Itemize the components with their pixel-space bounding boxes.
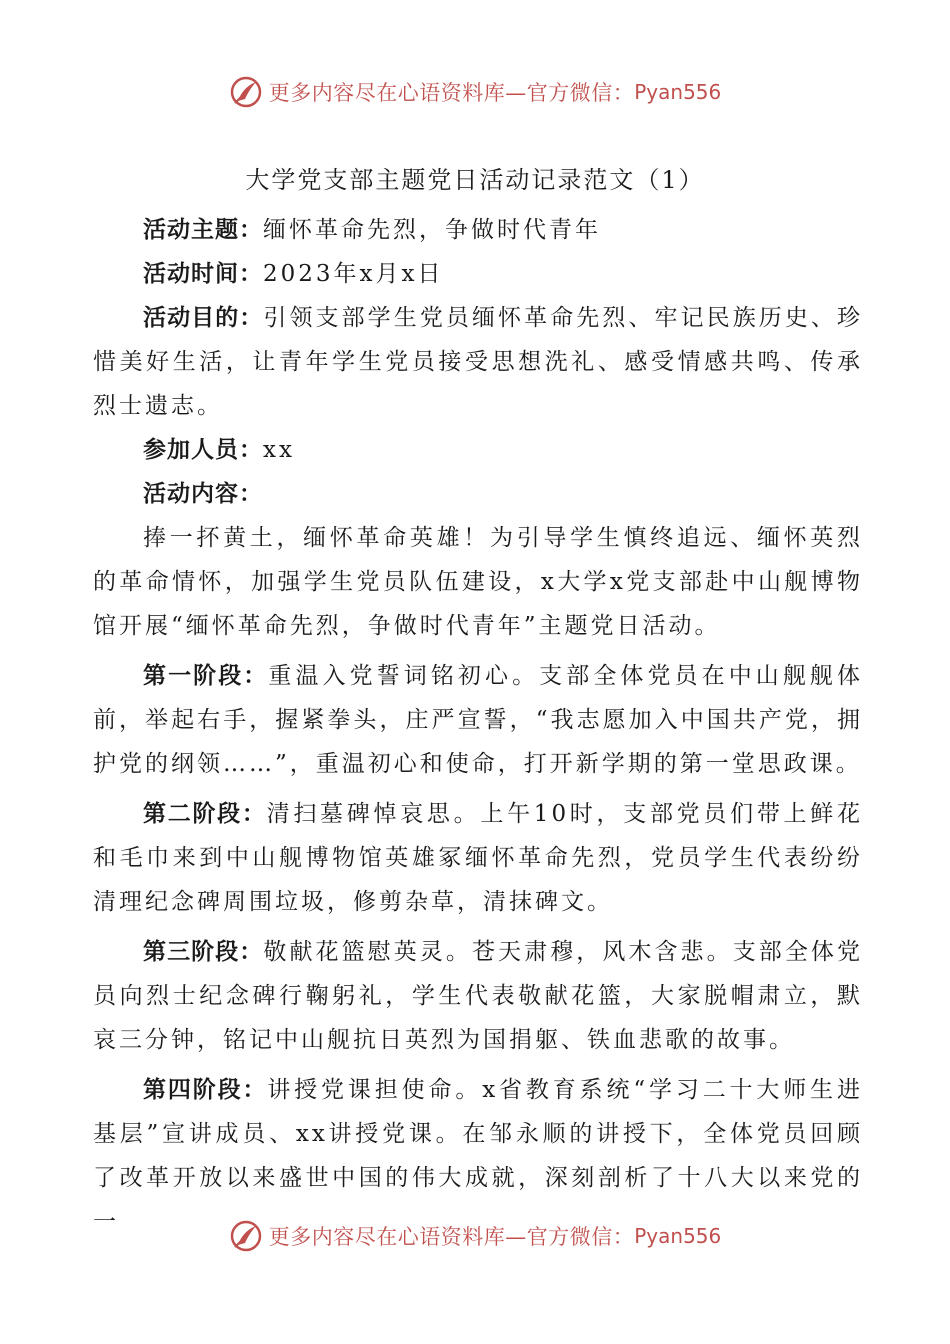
footer-banner xyxy=(0,1216,950,1256)
intro-paragraph: 捧一抔黄土，缅怀革命英雄！为引导学生慎终追远、缅怀英烈的革命情怀，加强学生党员队伍建设，x大学x党支部赴中山舰博物馆开展“缅怀革命先烈，争做时代青年”主题党日活动。 xyxy=(93,525,863,639)
stage-text: 重温入党誓词铭初心。支部全体党员在中山舰舰体前，举起右手，握紧拳头，庄严宣誓，“我志愿加入中国共产党，拥护党的纲领……”，重温初心和使命，打开新学期的第一堂思政课。 xyxy=(93,663,864,777)
stage-text: 讲授党课担使命。x省教育系统“学习二十大师生进基层”宣讲成员、xx讲授党课。在邹永顺的讲授下，全体党员回顾了改革开放以来盛世中国的伟大成就，深刻剖析了十八大以来党的一 xyxy=(93,1077,863,1235)
stage-label: 第四阶段： xyxy=(143,1077,268,1103)
header-banner xyxy=(0,72,950,112)
stage-label: 第一阶段： xyxy=(143,663,269,689)
banner-text: 更多内容尽在心语资料库—官方微信： xyxy=(268,1225,635,1249)
stage-paragraph xyxy=(93,654,863,786)
time-label: 活动时间： xyxy=(143,261,263,287)
theme-value: 缅怀革命先烈，争做时代青年 xyxy=(263,217,601,243)
purpose-value: 引领支部学生党员缅怀革命先烈、牢记民族历史、珍惜美好生活，让青年学生党员接受思想洗礼、感受情感共鸣、传承烈士遗志。 xyxy=(93,305,864,419)
stage-label: 第三阶段： xyxy=(143,939,264,965)
banner-text: 更多内容尽在心语资料库—官方微信： xyxy=(268,81,635,105)
stage-label: 第二阶段： xyxy=(143,801,267,827)
stage-paragraph xyxy=(93,792,863,924)
time-value: 2023年x月x日 xyxy=(263,261,444,287)
quill-logo-icon xyxy=(229,1219,263,1253)
time-line xyxy=(93,252,863,296)
banner-wechat-id: Pyan556 xyxy=(634,80,722,104)
theme-line xyxy=(93,208,863,252)
stage-text: 清扫墓碑悼哀思。上午10时，支部党员们带上鲜花和毛巾来到中山舰博物馆英雄冢缅怀革命先烈，党员学生代表纷纷清理纪念碑周围垃圾，修剪杂草，清抹碑文。 xyxy=(93,801,863,915)
purpose-label: 活动目的： xyxy=(143,305,264,331)
theme-label: 活动主题： xyxy=(143,217,263,243)
banner-wechat-id: Pyan556 xyxy=(634,1224,722,1248)
stage-paragraph xyxy=(93,930,863,1062)
participants-value: xx xyxy=(263,437,295,463)
quill-logo-icon xyxy=(229,75,263,109)
participants-line xyxy=(93,428,863,472)
content-label: 活动内容： xyxy=(143,481,263,507)
participants-label: 参加人员： xyxy=(143,437,263,463)
purpose-line xyxy=(93,296,863,428)
content-line xyxy=(93,472,863,516)
document-title: 大学党支部主题党日活动记录范文（1） xyxy=(245,166,705,194)
document-body xyxy=(93,208,863,1244)
stage-text: 敬献花篮慰英灵。苍天肃穆，风木含悲。支部全体党员向烈士纪念碑行鞠躬礼，学生代表敬献花篮，大家脱帽肃立，默哀三分钟，铭记中山舰抗日英烈为国捐躯、铁血悲歌的故事。 xyxy=(93,939,864,1053)
